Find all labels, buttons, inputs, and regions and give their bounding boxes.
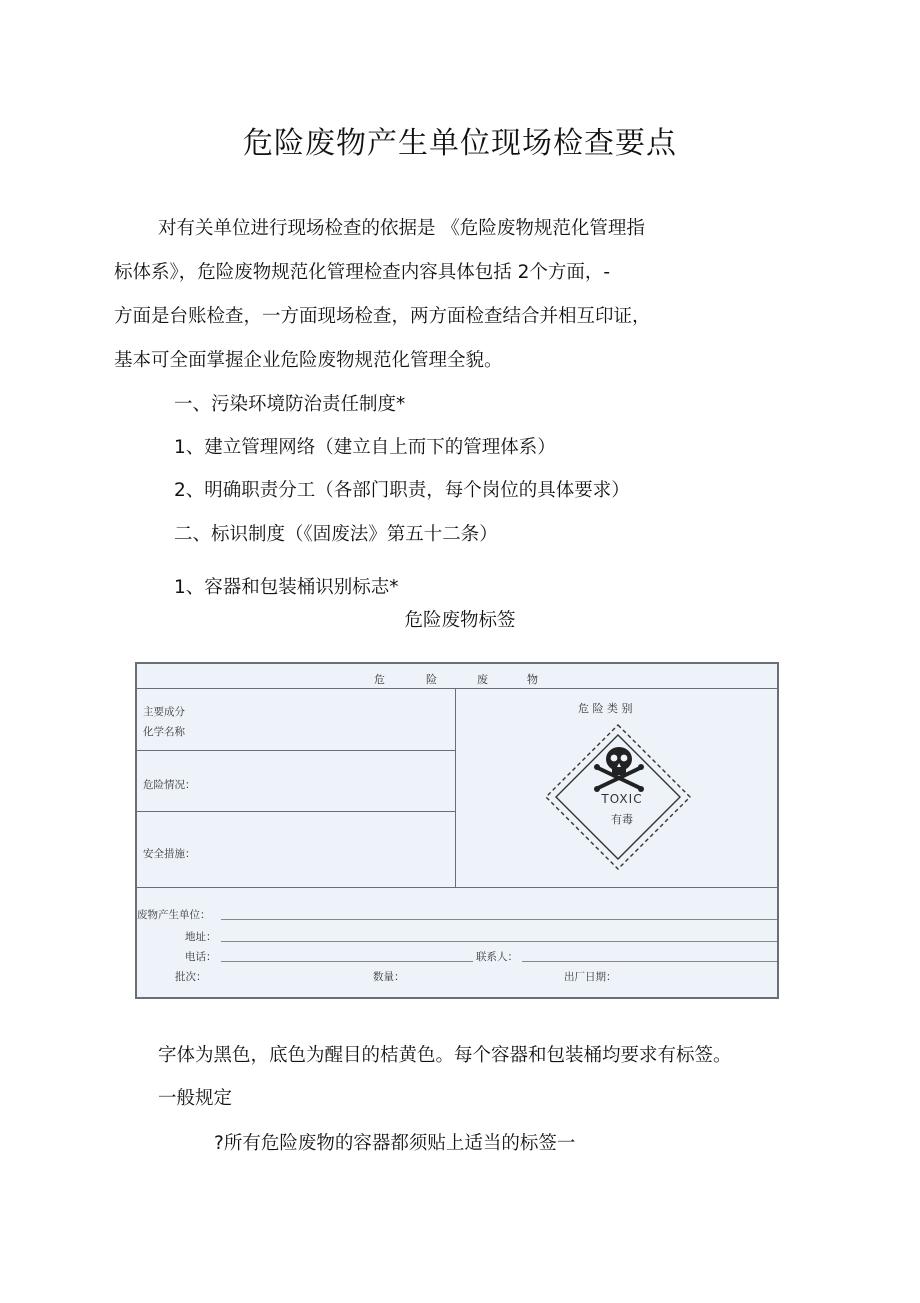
fill-line (522, 961, 777, 962)
hazard-label-figure (135, 662, 779, 999)
fill-line (221, 941, 777, 942)
label-divider (455, 688, 456, 887)
label-quantity: 数量： (373, 971, 405, 983)
label-address: 地址： (185, 931, 217, 943)
label-divider (137, 811, 455, 812)
section-heading: 二、标识制度（《固废法》第五十二条） (174, 524, 498, 545)
figure-caption: 危险废物标签 (404, 610, 516, 631)
label-batch: 批次： (175, 971, 207, 983)
label-category-title: 危 险 类 别 (578, 702, 633, 715)
paragraph-line: 字体为黑色，底色为醒目的桔黄色。每个容器和包装桶均要求有标签。 (158, 1045, 732, 1066)
list-item: 1、建立管理网络（建立自上而下的管理体系） (174, 437, 556, 458)
label-safety-measures: 安全措施： (143, 848, 196, 860)
label-header-char: 危 (374, 673, 385, 686)
fill-line (221, 919, 777, 920)
paragraph-line: 标体系》，危险废物规范化管理检查内容具体包括 2个方面，- (114, 262, 611, 283)
document-title: 危险废物产生单位现场检查要点 (243, 126, 677, 161)
label-hazard-info: 危险情况： (143, 779, 196, 791)
label-header-char: 物 (527, 673, 538, 686)
label-divider (137, 887, 777, 888)
label-contact: 联系人： (476, 951, 518, 963)
paragraph-line: 对有关单位进行现场检查的依据是 《危险废物规范化管理指 (158, 218, 645, 239)
list-item: 2、明确职责分工（各部门职责，每个岗位的具体要求） (174, 480, 630, 501)
label-divider (137, 750, 455, 751)
label-date: 出厂日期： (564, 971, 617, 983)
label-divider (137, 688, 777, 689)
toxic-label-cn: 有毒 (611, 813, 633, 826)
label-header-char: 险 (426, 673, 437, 686)
list-item: 1、容器和包装桶识别标志* (174, 577, 399, 598)
label-component-line2: 化学名称 (143, 726, 185, 738)
toxic-label-en: TOXIC (601, 792, 643, 806)
label-producer: 废物产生单位： (137, 909, 211, 921)
paragraph-line: 方面是台账检查，一方面现场检查，两方面检查结合并相互印证， (114, 306, 651, 327)
paragraph-line: 基本可全面掌握企业危险废物规范化管理全貌。 (114, 350, 503, 371)
label-component-line1: 主要成分 (143, 706, 185, 718)
section-heading: 一般规定 (158, 1088, 233, 1109)
section-heading: 一、污染环境防治责任制度* (174, 394, 406, 415)
fill-line (221, 961, 473, 962)
label-phone: 电话： (185, 951, 217, 963)
label-header-char: 废 (477, 673, 488, 686)
list-item: ?所有危险废物的容器都须贴上适当的标签一 (214, 1133, 576, 1154)
